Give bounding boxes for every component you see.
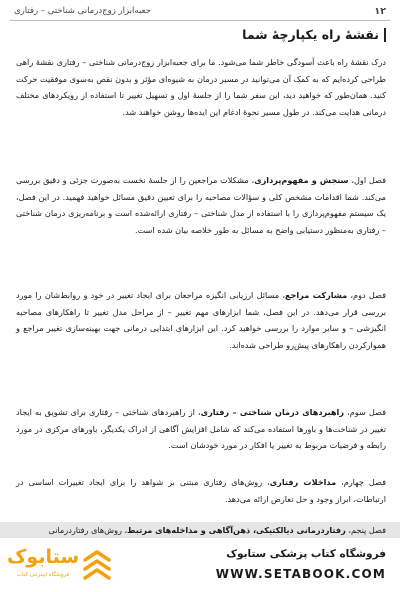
section-title: نقشهٔ راه یکپارچهٔ شما: [242, 27, 379, 42]
chapter-2-lead: فصل دوم،: [347, 290, 386, 300]
chapter-3-text: ، از راهبردهای شناختی – رفتاری برای تشویق به ایجاد تغییر در شناخت‌ها و باورها استفاده می‌کند که شامل افزایش آگاهی از ادراک یکدیگر، باورهای مرکزی در مورد رابطه و فرضیات مربوط به تغییر یا افکار در مورد خودشان است.: [16, 407, 386, 450]
chapter-5-lead: فصل پنجم،: [345, 525, 386, 535]
running-head: [14, 4, 386, 18]
paragraph-chapter-2: [16, 287, 386, 353]
paragraph-intro: درک نقشهٔ راه باعث آسودگی خاطر شما می‌شود. ما برای جعبه‌ابزار زوج‌درمانی شناختی – رفتاری نقشهٔ راهی طراحی کرده‌ایم که به کمک آن می‌توانید در مسیر درمان به شیوه‌ای مؤثر و بدون نقص به‌سوی موفقیت حرکت کنید. همان‌طور که خواهید دید، این سفر شما را از جلسهٔ اول و تسهیل تغییر تا استفاده از رویکردهای مختلف درمانی هدایت می‌کند. در طول مسیر نحوهٔ ادغام این ایده‌ها روشن خواهند شد.: [16, 57, 386, 117]
chapter-4-text: ، روش‌های رفتاری مبتنی بر شواهد را برای ایجاد تغییرات اساسی در ارتباطات، ابراز وجود و حل تعارض ارائه می‌دهد.: [16, 477, 386, 504]
paragraph-chapter-5: [0, 522, 400, 538]
running-title: جعبه‌ابزار زوج‌درمانی شناختی – رفتاری: [14, 6, 151, 16]
chapter-4-title: مداخلات رفتاری: [269, 477, 337, 487]
logo-wordmark: ستابوک: [6, 546, 80, 568]
chapter-4-lead: فصل چهارم،: [336, 477, 386, 487]
chapter-2-text: ، مسائل ارزیابی انگیزه مراجعان برای ایجاد تغییر در خود و روابط‌شان را مورد بررسی قرار می‌دهد. در این فصل، شما ابزارهای مهم تغییر – از مراحل مدل تغییر تا راهکارهای مصاحبه انگیزشی – و سایر موارد را بررسی خواهید کرد. این ابزارهای ابتدایی درمانی جهت بهینه‌سازی تغییر مراجع و هموارکردن راهکارهای پیش‌رو طراحی شده‌اند.: [16, 290, 386, 350]
page-number: ۱۲: [374, 5, 386, 17]
paragraph-chapter-1: [16, 172, 386, 238]
chapter-1-lead: فصل اول،: [348, 175, 386, 185]
chapter-5-title: رفتاردرمانی دیالکتیکی، ذهن‌آگاهی و مداخله‌های مرتبط: [127, 525, 346, 535]
paragraph-chapter-4: [16, 474, 386, 507]
chapter-3-title: راهبردهای درمان شناختی – رفتاری: [200, 407, 345, 417]
logo-subtitle: فروشگاه اینترنتی کتاب: [16, 572, 70, 578]
store-url[interactable]: WWW.SETABOOK.COM: [215, 567, 386, 581]
chapter-3-lead: فصل سوم،: [344, 407, 386, 417]
store-footer-banner: [0, 540, 400, 592]
chapter-2-title: مشارکت مراجع: [284, 290, 348, 300]
store-name: فروشگاه کتاب پزشکی ستابوک: [226, 548, 386, 560]
paragraph-chapter-3: [16, 404, 386, 454]
chapter-1-title: سنجش و مفهوم‌پردازی: [254, 175, 349, 185]
store-logo: [6, 544, 118, 586]
section-title-block: [242, 27, 386, 42]
chevron-stack-icon: [82, 548, 112, 582]
chapter-1-text: ، مشکلات مراجعین را از جلسهٔ نخست به‌صورت جزئی و دقیق بررسی می‌کند. شما اقدامات مشخص کلی و سؤالات مصاحبه را برای تعیین دقیق مسائل خواهید فهمید. در این فصل، یک سیستم مفهوم‌پردازی را با استفاده از مدل شناختی – رفتاری ارائه‌شده است و برنامه‌ریزی درمان شناختی – رفتاری به‌منظور دستیابی واضح به مسائل به طور خلاصه بیان شده است.: [16, 175, 386, 235]
title-accent-bar: [384, 28, 386, 42]
chapter-5-text: ، روش‌های رفتاردرمانی: [48, 525, 128, 535]
header-divider: [10, 20, 390, 21]
